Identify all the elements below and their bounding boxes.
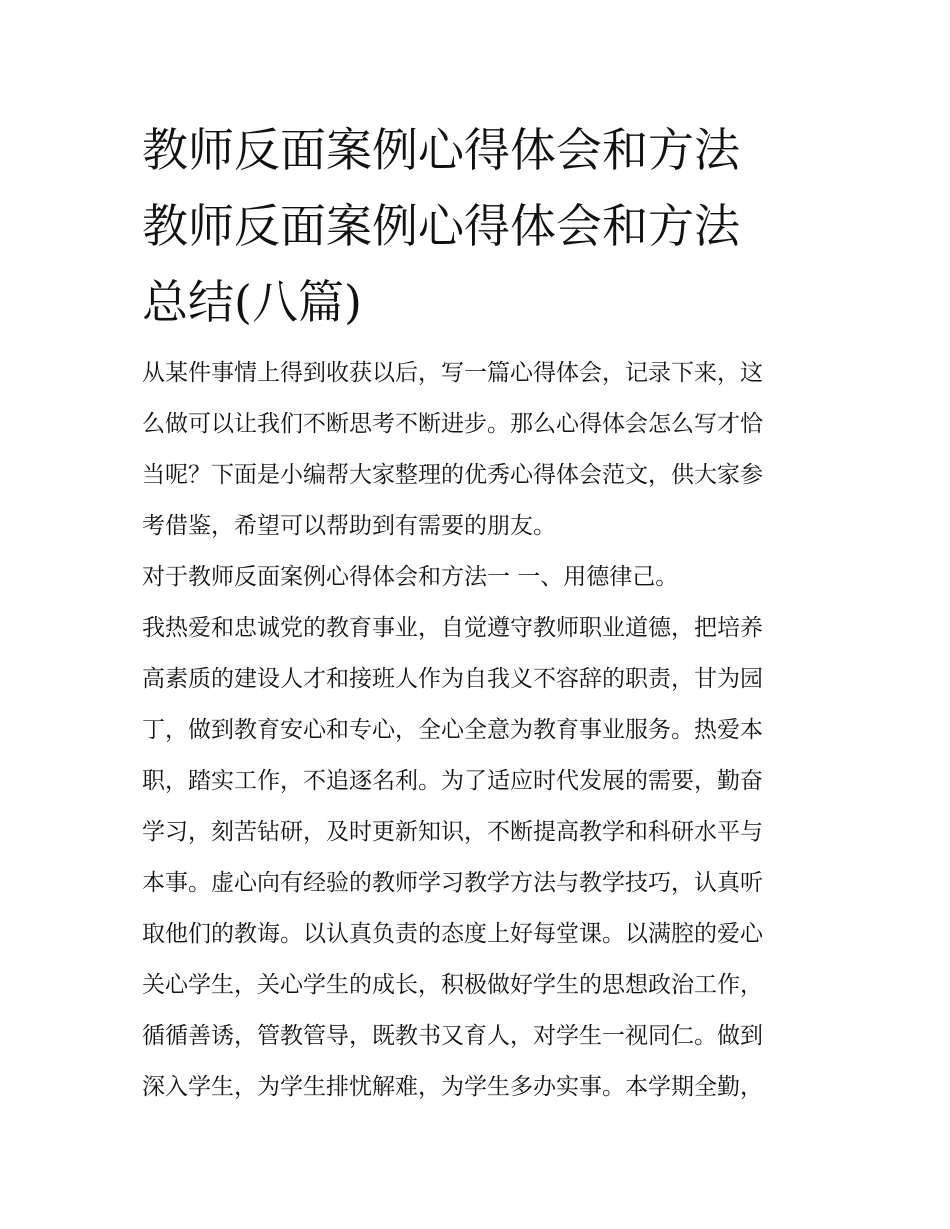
- body-line-7: 高素质的建设人才和接班人作为自我义不容辞的职责，甘为园: [142, 666, 763, 692]
- body-line-12: 取他们的教诲。以认真负责的态度上好每堂课。以满腔的爱心: [142, 921, 763, 947]
- body-line-2: 么做可以让我们不断思考不断进步。那么心得体会怎么写才恰: [142, 411, 763, 437]
- body-line-8: 丁，做到教育安心和专心，全心全意为教育事业服务。热爱本: [142, 717, 763, 743]
- document-page: [142, 112, 814, 1113]
- body-line-3: 当呢？下面是小编帮大家整理的优秀心得体会范文，供大家参: [142, 462, 763, 488]
- document-body: [142, 348, 814, 1113]
- body-line-10: 学习，刻苦钻研，及时更新知识，不断提高教学和科研水平与: [142, 819, 763, 845]
- title-line-3: 总结(八篇): [142, 275, 362, 329]
- section-heading-1: 对于教师反面案例心得体会和方法一 一、用德律己。: [142, 564, 679, 590]
- body-line-6: 我热爱和忠诚党的教育事业，自觉遵守教师职业道德，把培养: [142, 615, 763, 641]
- body-line-4: 考借鉴，希望可以帮助到有需要的朋友。: [142, 513, 556, 539]
- body-line-11: 本事。虚心向有经验的教师学习教学方法与教学技巧，认真听: [142, 870, 763, 896]
- document-title: [142, 112, 814, 340]
- body-line-9: 职，踏实工作，不追逐名利。为了适应时代发展的需要，勤奋: [142, 768, 763, 794]
- body-line-14: 循循善诱，管教管导，既教书又育人，对学生一视同仁。做到: [142, 1023, 763, 1049]
- title-line-2: 教师反面案例心得体会和方法: [142, 199, 740, 253]
- body-line-15: 深入学生，为学生排忧解难，为学生多办实事。本学期全勤，: [142, 1074, 763, 1100]
- body-line-13: 关心学生，关心学生的成长，积极做好学生的思想政治工作，: [142, 972, 763, 998]
- title-line-1: 教师反面案例心得体会和方法: [142, 123, 740, 177]
- body-line-1: 从某件事情上得到收获以后，写一篇心得体会，记录下来，这: [142, 360, 763, 386]
